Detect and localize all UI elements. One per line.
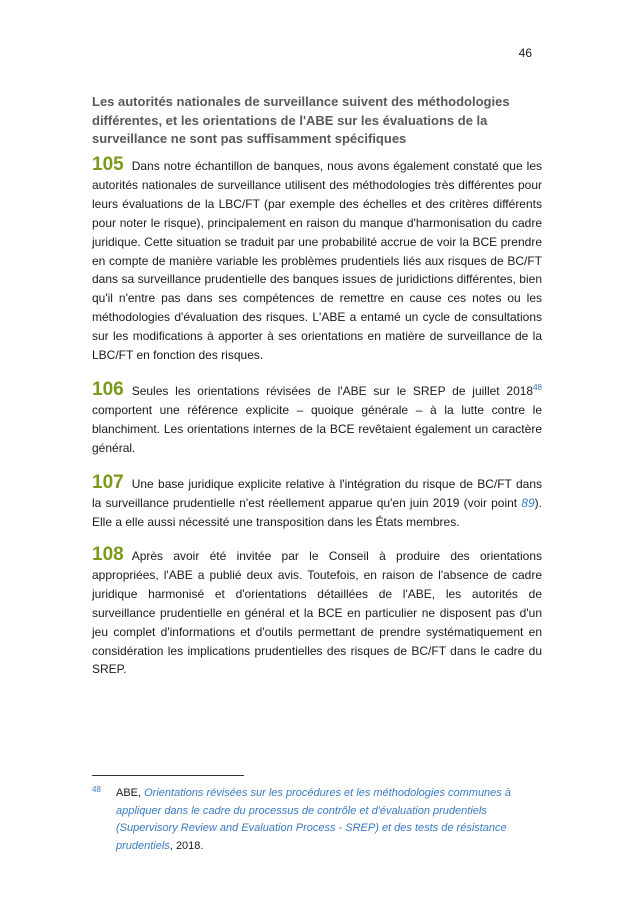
page-number: 46 bbox=[518, 46, 532, 60]
paragraph-107 bbox=[92, 474, 542, 532]
paragraph-text: Seules les orientations révisées de l'ABE sur le SREP de juillet 2018 bbox=[131, 384, 534, 398]
paragraph-number: 108 bbox=[92, 544, 124, 565]
paragraph-text-continued: comportent une référence explicite – quoique générale – à la lutte contre le blanchiment. Les orientations internes de la BCE revêtaient également un caractère général. bbox=[92, 402, 542, 455]
section-heading: Les autorités nationales de surveillance suivent des méthodologies différentes, et les orientations de l'ABE sur les évaluations de la surveillance ne sont pas suffisamment spécifiques bbox=[92, 94, 510, 146]
point-reference-link[interactable]: 89 bbox=[521, 495, 535, 510]
footnote-divider bbox=[92, 775, 244, 776]
footnote-reference-link[interactable]: 48 bbox=[533, 383, 542, 392]
footnote-prefix: ABE, bbox=[116, 787, 145, 799]
paragraph-108 bbox=[92, 546, 542, 679]
paragraph-text-continued: ). Elle a elle aussi nécessité une transposition dans les États membres. bbox=[92, 495, 542, 529]
footnote-mark: 48 bbox=[92, 785, 101, 794]
paragraph-number: 106 bbox=[92, 379, 124, 400]
paragraph-105 bbox=[92, 156, 542, 365]
paragraph-text: Après avoir été invitée par le Conseil à produire des orientations appropriées, l'ABE a publié deux avis. Toutefois, en raison de l'absence de cadre juridique harmonisé et d'orientations détaillées de l'ABE, les autorités de surveillance prudentielle en général et la BCE en particulier ne disposent pas d'un jeu complet d'informations et d'outils permettant de prendre systématiquement en considération les implications prudentielles des risques de BC/FT dans le cadre du SREP. bbox=[92, 549, 542, 677]
paragraph-text: Dans notre échantillon de banques, nous avons également constaté que les autorités nationales de surveillance utilisent des méthodologies très différentes pour leurs évaluations de la LBC/FT (par exemple des échelles et des critères différents pour noter le risque), principalement en raison du manque d'harmonisation du cadre juridique. Cette situation se traduit par une probabilité accrue de voir la BCE prendre en compte de manière variable les problèmes prudentiels liés aux risques de BC/FT dans sa surveillance prudentielle des banques issues de juridictions différentes, bien qu'il n'entre pas dans ses compétences de remettre en cause ces notes ou les méthodologies d'évaluation des risques. L'ABE a entamé un cycle de consultations sur les modifications à apporter à ses orientations en matière de surveillance de la LBC/FT en fonction des risques. bbox=[92, 159, 542, 363]
paragraph-106 bbox=[92, 379, 542, 458]
footnote bbox=[92, 785, 542, 855]
paragraph-number: 105 bbox=[92, 154, 124, 175]
paragraph-number: 107 bbox=[92, 472, 124, 493]
footnote-body bbox=[92, 785, 542, 855]
footnote-title-link[interactable]: Orientations révisées sur les procédures et les méthodologies communes à appliquer dans le cadre du processus de contrôle et d'évaluation prudentiels (Supervisory Review and Evaluation Process - SREP) et des tests de résistance prudentiels bbox=[116, 787, 511, 852]
paragraph-text: Une base juridique explicite relative à l'intégration du risque de BC/FT dans la surveillance prudentielle n'est réellement apparue qu'en juin 2019 (voir point bbox=[92, 477, 542, 510]
footnote-suffix: , 2018. bbox=[169, 839, 204, 852]
